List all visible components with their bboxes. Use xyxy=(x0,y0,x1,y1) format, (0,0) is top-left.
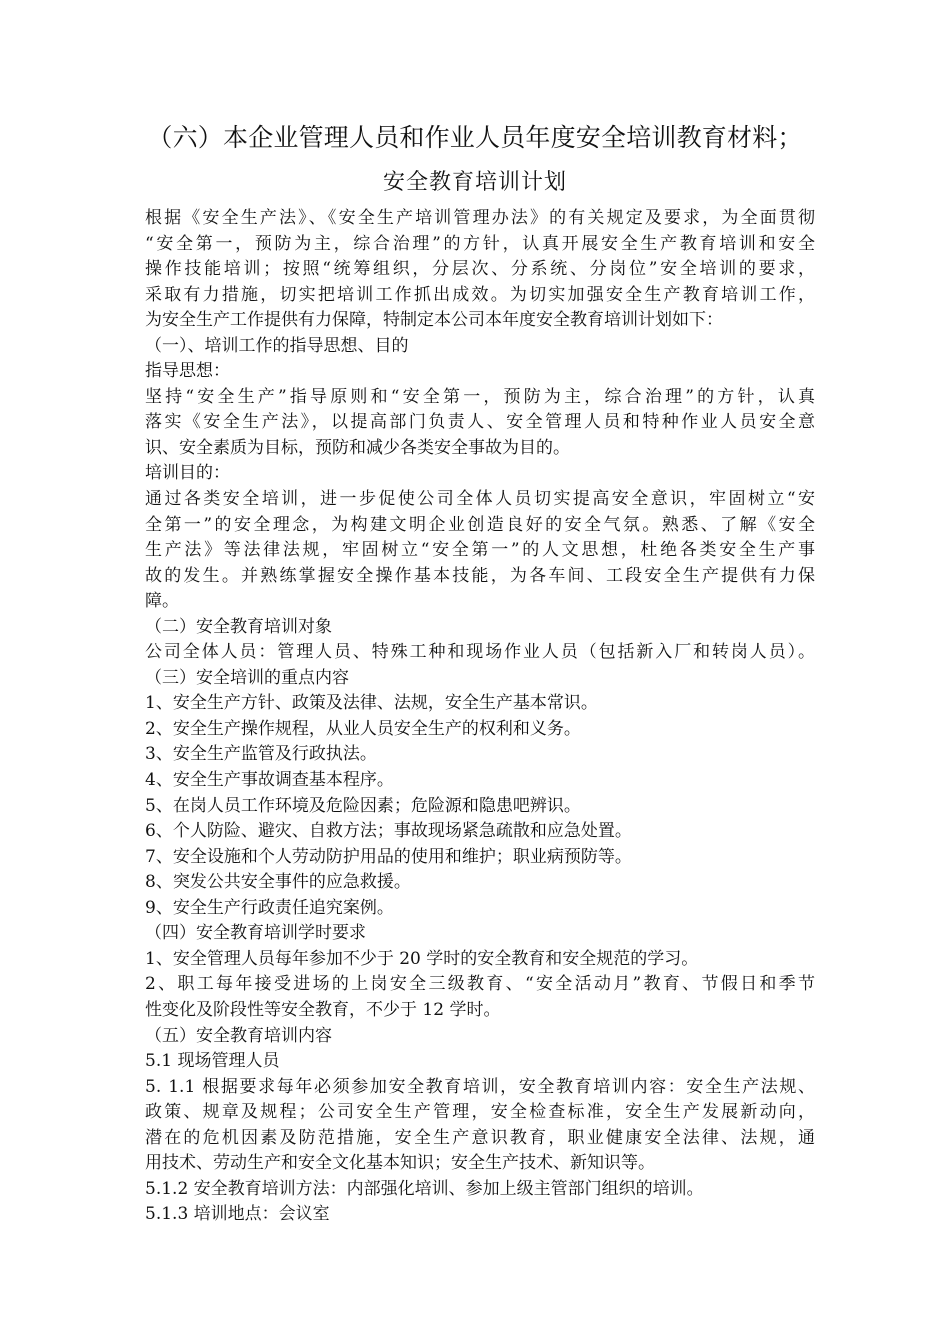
text-line: （一）、培训工作的指导思想、目的 xyxy=(145,335,409,356)
text-line: 2、安全生产操作规程，从业人员安全生产的权利和义务。 xyxy=(145,718,581,739)
text-line: 5.1.3 培训地点：会议室 xyxy=(145,1204,330,1225)
text-line: 1、安全生产方针、政策及法律、法规，安全生产基本常识。 xyxy=(145,693,598,714)
text-line: 为安全生产工作提供有力保障，特制定本公司本年度安全教育培训计划如下： xyxy=(145,310,723,331)
text-line: 操作技能培训；按照“统筹组织，分层次、分系统、分岗位”安全培训的要求， xyxy=(145,259,815,280)
section-heading: （六）本企业管理人员和作业人员年度安全培训教育材料； xyxy=(147,123,803,152)
text-line: “安全第一，预防为主，综合治理”的方针，认真开展安全生产教育培训和安全 xyxy=(145,233,815,254)
text-line: 6、个人防险、避灾、自救方法；事故现场紧急疏散和应急处置。 xyxy=(145,821,632,842)
text-line: 2、职工每年接受进场的上岗安全三级教育、“安全活动月”教育、节假日和季节 xyxy=(145,974,815,995)
text-line: 落实《安全生产法》，以提高部门负责人、安全管理人员和特种作业人员安全意 xyxy=(145,412,815,433)
text-line: 8、突发公共安全事件的应急救援。 xyxy=(145,872,411,893)
text-line: 5.1 现场管理人员 xyxy=(145,1051,280,1072)
text-line: 障。 xyxy=(145,591,179,612)
text-line: 指导思想： xyxy=(145,361,230,382)
text-line: 故的发生。并熟练掌握安全操作基本技能，为各车间、工段安全生产提供有力保 xyxy=(145,565,815,586)
text-line: 9、安全生产行政责任追究案例。 xyxy=(145,897,394,918)
text-line: 用技术、劳动生产和安全文化基本知识；安全生产技术、新知识等。 xyxy=(145,1153,655,1174)
text-line: 7、安全设施和个人劳动防护用品的使用和维护；职业病预防等。 xyxy=(145,846,632,867)
document-body xyxy=(145,206,815,1228)
text-line: 3、安全生产监管及行政执法。 xyxy=(145,744,377,765)
text-line: （三）安全培训的重点内容 xyxy=(145,667,349,688)
text-line: 通过各类安全培训，进一步促使公司全体人员切实提高安全意识，牢固树立“安 xyxy=(145,489,815,510)
text-line: （四）安全教育培训学时要求 xyxy=(145,923,366,944)
text-line: 5.1.2 安全教育培训方法：内部强化培训、参加上级主管部门组织的培训。 xyxy=(145,1178,704,1199)
text-line: 培训目的： xyxy=(145,463,230,484)
text-line: 4、安全生产事故调查基本程序。 xyxy=(145,770,394,791)
text-line: 政策、规章及规程；公司安全生产管理，安全检查标准，安全生产发展新动向， xyxy=(145,1102,815,1123)
text-line: 全第一”的安全理念，为构建文明企业创造良好的安全气氛。熟悉、了解《安全 xyxy=(145,514,815,535)
document-title: 安全教育培训计划 xyxy=(382,170,567,195)
text-line: 5、在岗人员工作环境及危险因素；危险源和隐患吧辨识。 xyxy=(145,795,581,816)
text-line: 性变化及阶段性等安全教育，不少于 12 学时。 xyxy=(145,999,501,1020)
text-line: 5. 1.1 根据要求每年必须参加安全教育培训，安全教育培训内容：安全生产法规、 xyxy=(145,1076,815,1097)
text-line: （二）安全教育培训对象 xyxy=(145,616,332,637)
text-line: 生产法》等法律法规，牢固树立“安全第一”的人文思想，杜绝各类安全生产事 xyxy=(145,540,815,561)
text-line: （五）安全教育培训内容 xyxy=(145,1025,332,1046)
text-line: 1、安全管理人员每年参加不少于 20 学时的安全教育和安全规范的学习。 xyxy=(145,948,699,969)
text-line: 采取有力措施，切实把培训工作抓出成效。为切实加强安全生产教育培训工作， xyxy=(145,284,815,305)
text-line: 识、安全素质为目标，预防和减少各类安全事故为目的。 xyxy=(145,437,570,458)
text-line: 坚持“安全生产”指导原则和“安全第一，预防为主，综合治理”的方针，认真 xyxy=(145,386,815,407)
text-line: 根据《安全生产法》、《安全生产培训管理办法》的有关规定及要求，为全面贯彻 xyxy=(145,208,815,228)
text-line: 公司全体人员：管理人员、特殊工种和现场作业人员（包括新入厂和转岗人员）。 xyxy=(145,642,815,663)
text-line: 潜在的危机因素及防范措施，安全生产意识教育，职业健康安全法律、法规，通 xyxy=(145,1127,815,1148)
